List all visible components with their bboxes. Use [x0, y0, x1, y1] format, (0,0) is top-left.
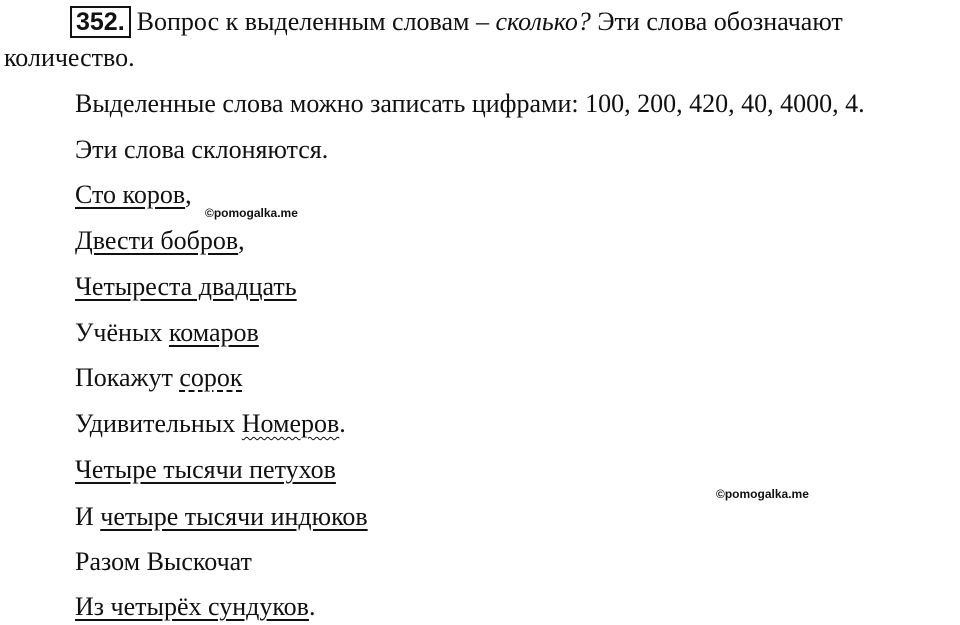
poem-line-1-tail: ,: [185, 180, 192, 209]
poem-line-6: [75, 409, 346, 439]
poem-line-10-underlined: Из четырёх сундуков: [75, 592, 309, 621]
poem-line-9-plain: Разом Выскочат: [75, 547, 252, 576]
poem-line-4-underlined: комаров: [168, 318, 259, 347]
exercise-intro-line: [70, 6, 843, 38]
poem-line-8-plain: И: [75, 502, 94, 531]
poem-line-2: [75, 226, 245, 256]
declension-sentence: Эти слова склоняются.: [75, 135, 329, 164]
poem-line-10-tail: .: [308, 592, 316, 621]
poem-line-2-underlined: Двести бобров: [75, 226, 239, 255]
poem-line-7: [75, 455, 336, 485]
poem-line-6-tail: .: [339, 409, 346, 438]
intro-text: Вопрос к выделенным словам –: [136, 7, 489, 36]
poem-line-9: [75, 547, 252, 577]
digits-sentence-line: [75, 89, 865, 119]
poem-line-2-tail: ,: [238, 226, 245, 255]
poem-line-8: [75, 502, 368, 532]
question-word: сколько?: [495, 7, 591, 36]
intro-continuation-line: [4, 43, 135, 73]
poem-line-6-plain: Удивительных: [75, 409, 236, 438]
intro-continuation: количество.: [4, 43, 135, 72]
digits-sentence: Выделенные слова можно записать цифрами: 100, 200, 420, 40, 4000, 4.: [75, 89, 865, 118]
poem-line-5-underlined: сорок: [179, 363, 243, 392]
poem-line-5: [75, 363, 243, 393]
poem-line-3: [75, 272, 297, 302]
poem-line-10: [75, 592, 315, 622]
watermark-first: ©pomogalka.me: [205, 206, 298, 220]
poem-line-5-plain: Покажут: [75, 363, 173, 392]
poem-line-3-underlined: Четыреста двадцать: [75, 272, 297, 301]
poem-line-8-underlined: четыре тысячи индюков: [100, 502, 368, 531]
poem-line-1: [75, 180, 192, 210]
exercise-number-box: 352.: [70, 6, 131, 38]
poem-line-6-underlined: Номеров: [241, 409, 340, 438]
intro-text-end: Эти слова обозначают: [597, 7, 843, 36]
poem-line-1-underlined: Сто коров: [75, 180, 186, 209]
watermark-second: ©pomogalka.me: [716, 487, 809, 501]
declension-sentence-line: [75, 135, 328, 165]
poem-line-4-plain: Учёных: [75, 318, 163, 347]
poem-line-4: [75, 318, 259, 348]
poem-line-7-underlined: Четыре тысячи петухов: [75, 455, 336, 484]
